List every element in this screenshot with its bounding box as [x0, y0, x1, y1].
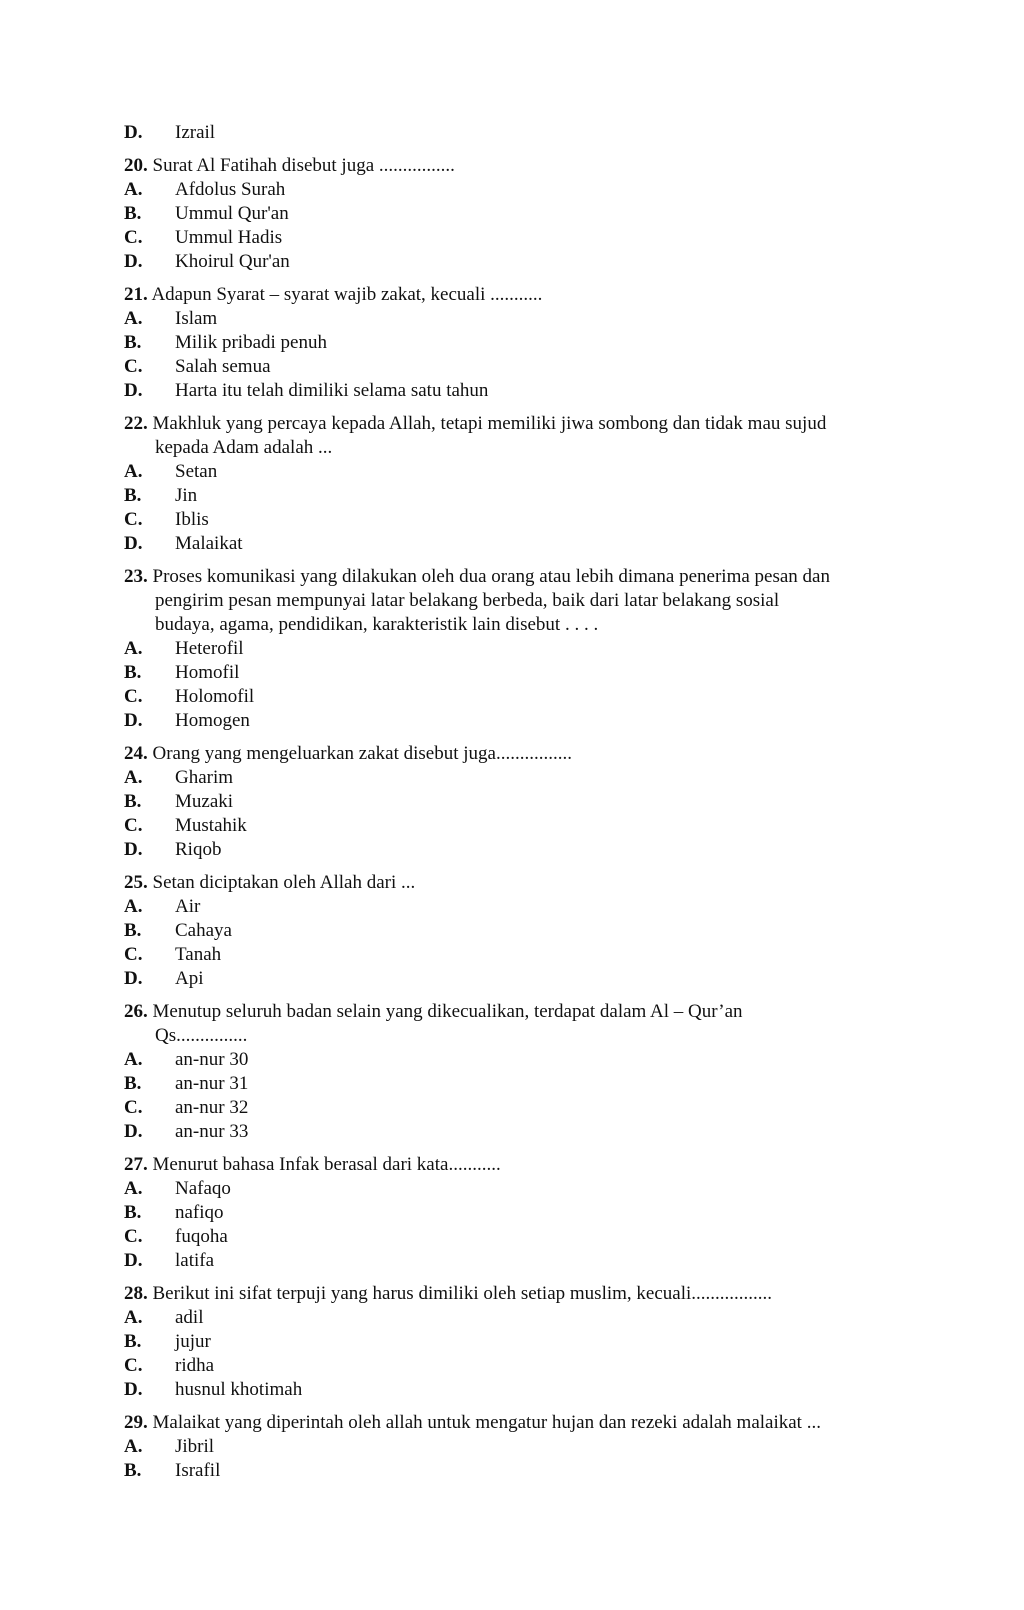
- option-text: Homogen: [175, 710, 250, 731]
- question-number: 22.: [124, 413, 148, 434]
- answer-option: [124, 919, 904, 943]
- option-letter: A.: [124, 179, 143, 200]
- answer-option: [124, 685, 904, 709]
- option-letter: B.: [124, 920, 142, 941]
- option-letter: A.: [124, 638, 143, 659]
- option-text: Muzaki: [175, 791, 234, 812]
- answer-option: [124, 532, 904, 556]
- question-text: [124, 1153, 904, 1177]
- answer-option: [124, 943, 904, 967]
- option-letter: D.: [124, 710, 143, 731]
- answer-option: [124, 1120, 904, 1144]
- option-letter: A.: [124, 1307, 143, 1328]
- option-text: Api: [175, 968, 204, 989]
- option-letter: D.: [124, 380, 143, 401]
- option-letter: A.: [124, 767, 143, 788]
- option-letter: C.: [124, 1355, 143, 1376]
- answer-option: [124, 838, 904, 862]
- answer-option: [124, 1201, 904, 1225]
- question-number: 24.: [124, 743, 148, 764]
- question-item: [124, 412, 904, 556]
- option-letter: D.: [124, 839, 143, 860]
- option-text: Homofil: [175, 662, 240, 683]
- question-list: [124, 121, 904, 1483]
- question-item: [124, 1000, 904, 1144]
- option-letter: B.: [124, 1331, 142, 1352]
- option-text: jujur: [175, 1331, 211, 1352]
- option-text: Israfil: [175, 1460, 221, 1481]
- question-line: Orang yang mengeluarkan zakat disebut juga................: [152, 743, 572, 764]
- answer-option: [124, 1048, 904, 1072]
- answer-option: [124, 460, 904, 484]
- question-line: kepada Adam adalah ...: [155, 437, 333, 458]
- option-text: Cahaya: [175, 920, 232, 941]
- answer-option: [124, 202, 904, 226]
- option-letter: A.: [124, 308, 143, 329]
- option-letter: C.: [124, 1226, 143, 1247]
- question-number: 23.: [124, 566, 148, 587]
- option-letter: B.: [124, 203, 142, 224]
- answer-option: [124, 661, 904, 685]
- question-item: [124, 565, 904, 733]
- question-number: 21.: [124, 284, 148, 305]
- question-text: [124, 1411, 904, 1435]
- option-text: Tanah: [175, 944, 222, 965]
- question-item: [124, 154, 904, 274]
- question-item: [124, 1153, 904, 1273]
- answer-option: [124, 508, 904, 532]
- option-letter: C.: [124, 356, 143, 377]
- question-text: [124, 742, 904, 766]
- option-text: Setan: [175, 461, 218, 482]
- question-text: [124, 154, 904, 178]
- option-text: Milik pribadi penuh: [175, 332, 327, 353]
- answer-option: [124, 355, 904, 379]
- option-letter: B.: [124, 332, 142, 353]
- option-letter: B.: [124, 1202, 142, 1223]
- option-text: Holomofil: [175, 686, 255, 707]
- answer-option: [124, 790, 904, 814]
- option-text: nafiqo: [175, 1202, 224, 1223]
- question-item: [124, 1282, 904, 1402]
- option-letter: B.: [124, 1460, 142, 1481]
- question-line: Berikut ini sifat terpuji yang harus dimiliki oleh setiap muslim, kecuali.................: [152, 1283, 773, 1304]
- question-line: Makhluk yang percaya kepada Allah, tetapi memiliki jiwa sombong dan tidak mau sujud: [152, 413, 827, 434]
- answer-option: [124, 1306, 904, 1330]
- question-number: 25.: [124, 872, 148, 893]
- option-text: Iblis: [175, 509, 209, 530]
- option-text: an-nur 32: [175, 1097, 249, 1118]
- answer-option: [124, 1225, 904, 1249]
- question-number: 26.: [124, 1001, 148, 1022]
- option-letter: D.: [124, 1379, 143, 1400]
- option-letter: C.: [124, 1097, 143, 1118]
- answer-option: [124, 121, 904, 145]
- answer-option: [124, 766, 904, 790]
- answer-option: [124, 1330, 904, 1354]
- answer-option: [124, 1459, 904, 1483]
- question-line: Adapun Syarat – syarat wajib zakat, kecuali ...........: [151, 284, 543, 305]
- answer-option: [124, 307, 904, 331]
- option-letter: B.: [124, 662, 142, 683]
- option-letter: D.: [124, 1250, 143, 1271]
- option-text: ridha: [175, 1355, 215, 1376]
- answer-option: [124, 379, 904, 403]
- option-text: Nafaqo: [175, 1178, 231, 1199]
- option-text: an-nur 31: [175, 1073, 249, 1094]
- answer-option: [124, 967, 904, 991]
- option-letter: C.: [124, 815, 143, 836]
- option-text: Ummul Hadis: [175, 227, 283, 248]
- option-text: an-nur 33: [175, 1121, 249, 1142]
- question-number: 29.: [124, 1412, 148, 1433]
- option-text: Islam: [175, 308, 218, 329]
- option-letter: C.: [124, 509, 143, 530]
- option-text: latifa: [175, 1250, 215, 1271]
- answer-option: [124, 1354, 904, 1378]
- question-item: [124, 1411, 904, 1483]
- question-line: Qs...............: [155, 1025, 248, 1046]
- question-text: [124, 412, 904, 436]
- option-letter: B.: [124, 1073, 142, 1094]
- answer-option: [124, 1072, 904, 1096]
- option-text: Gharim: [175, 767, 234, 788]
- answer-option: [124, 637, 904, 661]
- option-text: Jibril: [175, 1436, 215, 1457]
- option-letter: D.: [124, 968, 143, 989]
- question-text: [124, 1000, 904, 1024]
- option-letter: C.: [124, 227, 143, 248]
- question-number: 20.: [124, 155, 148, 176]
- answer-option: [124, 1249, 904, 1273]
- option-text: Salah semua: [175, 356, 271, 377]
- option-letter: A.: [124, 1178, 143, 1199]
- answer-option: [124, 814, 904, 838]
- option-text: Heterofil: [175, 638, 244, 659]
- option-text: Mustahik: [175, 815, 247, 836]
- answer-option: [124, 1177, 904, 1201]
- option-text: husnul khotimah: [175, 1379, 303, 1400]
- question-text: [124, 1282, 904, 1306]
- option-text: Khoirul Qur'an: [175, 251, 290, 272]
- answer-option: [124, 331, 904, 355]
- question-item: [124, 742, 904, 862]
- option-text: fuqoha: [175, 1226, 228, 1247]
- answer-option: [124, 1096, 904, 1120]
- option-letter: C.: [124, 944, 143, 965]
- answer-option: [124, 226, 904, 250]
- question-line: Setan diciptakan oleh Allah dari ...: [152, 872, 416, 893]
- option-letter: A.: [124, 461, 143, 482]
- answer-option: [124, 1435, 904, 1459]
- option-letter: D.: [124, 1121, 143, 1142]
- option-text: Malaikat: [175, 533, 243, 554]
- option-text: an-nur 30: [175, 1049, 249, 1070]
- answer-option: [124, 709, 904, 733]
- option-letter: A.: [124, 896, 143, 917]
- answer-option: [124, 250, 904, 274]
- option-text: Harta itu telah dimiliki selama satu tahun: [175, 380, 489, 401]
- option-text: Afdolus Surah: [175, 179, 286, 200]
- option-letter: D.: [124, 533, 143, 554]
- question-line: Malaikat yang diperintah oleh allah untuk mengatur hujan dan rezeki adalah malaikat ...: [152, 1412, 821, 1433]
- option-text: Jin: [175, 485, 198, 506]
- option-text: Izrail: [175, 122, 216, 143]
- question-text: [124, 565, 904, 589]
- question-line: Proses komunikasi yang dilakukan oleh dua orang atau lebih dimana penerima pesan dan: [152, 566, 830, 587]
- option-text: Ummul Qur'an: [175, 203, 289, 224]
- question-line: Menutup seluruh badan selain yang dikecualikan, terdapat dalam Al – Qur’an: [152, 1001, 743, 1022]
- option-letter: A.: [124, 1049, 143, 1070]
- question-line: Menurut bahasa Infak berasal dari kata...........: [152, 1154, 501, 1175]
- question-text: [124, 283, 904, 307]
- option-letter: B.: [124, 485, 142, 506]
- question-number: 27.: [124, 1154, 148, 1175]
- question-line: pengirim pesan mempunyai latar belakang berbeda, baik dari latar belakang sosial: [155, 590, 780, 611]
- question-line: Surat Al Fatihah disebut juga ................: [152, 155, 455, 176]
- answer-option: [124, 1378, 904, 1402]
- option-letter: D.: [124, 251, 143, 272]
- answer-option: [124, 895, 904, 919]
- answer-option: [124, 178, 904, 202]
- answer-option: [124, 484, 904, 508]
- question-line: budaya, agama, pendidikan, karakteristik lain disebut . . . .: [155, 614, 599, 635]
- question-item: [124, 283, 904, 403]
- question-text: [124, 871, 904, 895]
- question-number: 28.: [124, 1283, 148, 1304]
- option-text: adil: [175, 1307, 204, 1328]
- option-text: Riqob: [175, 839, 222, 860]
- option-letter: D.: [124, 122, 143, 143]
- option-letter: C.: [124, 686, 143, 707]
- option-letter: A.: [124, 1436, 143, 1457]
- option-letter: B.: [124, 791, 142, 812]
- question-item: [124, 871, 904, 991]
- option-text: Air: [175, 896, 201, 917]
